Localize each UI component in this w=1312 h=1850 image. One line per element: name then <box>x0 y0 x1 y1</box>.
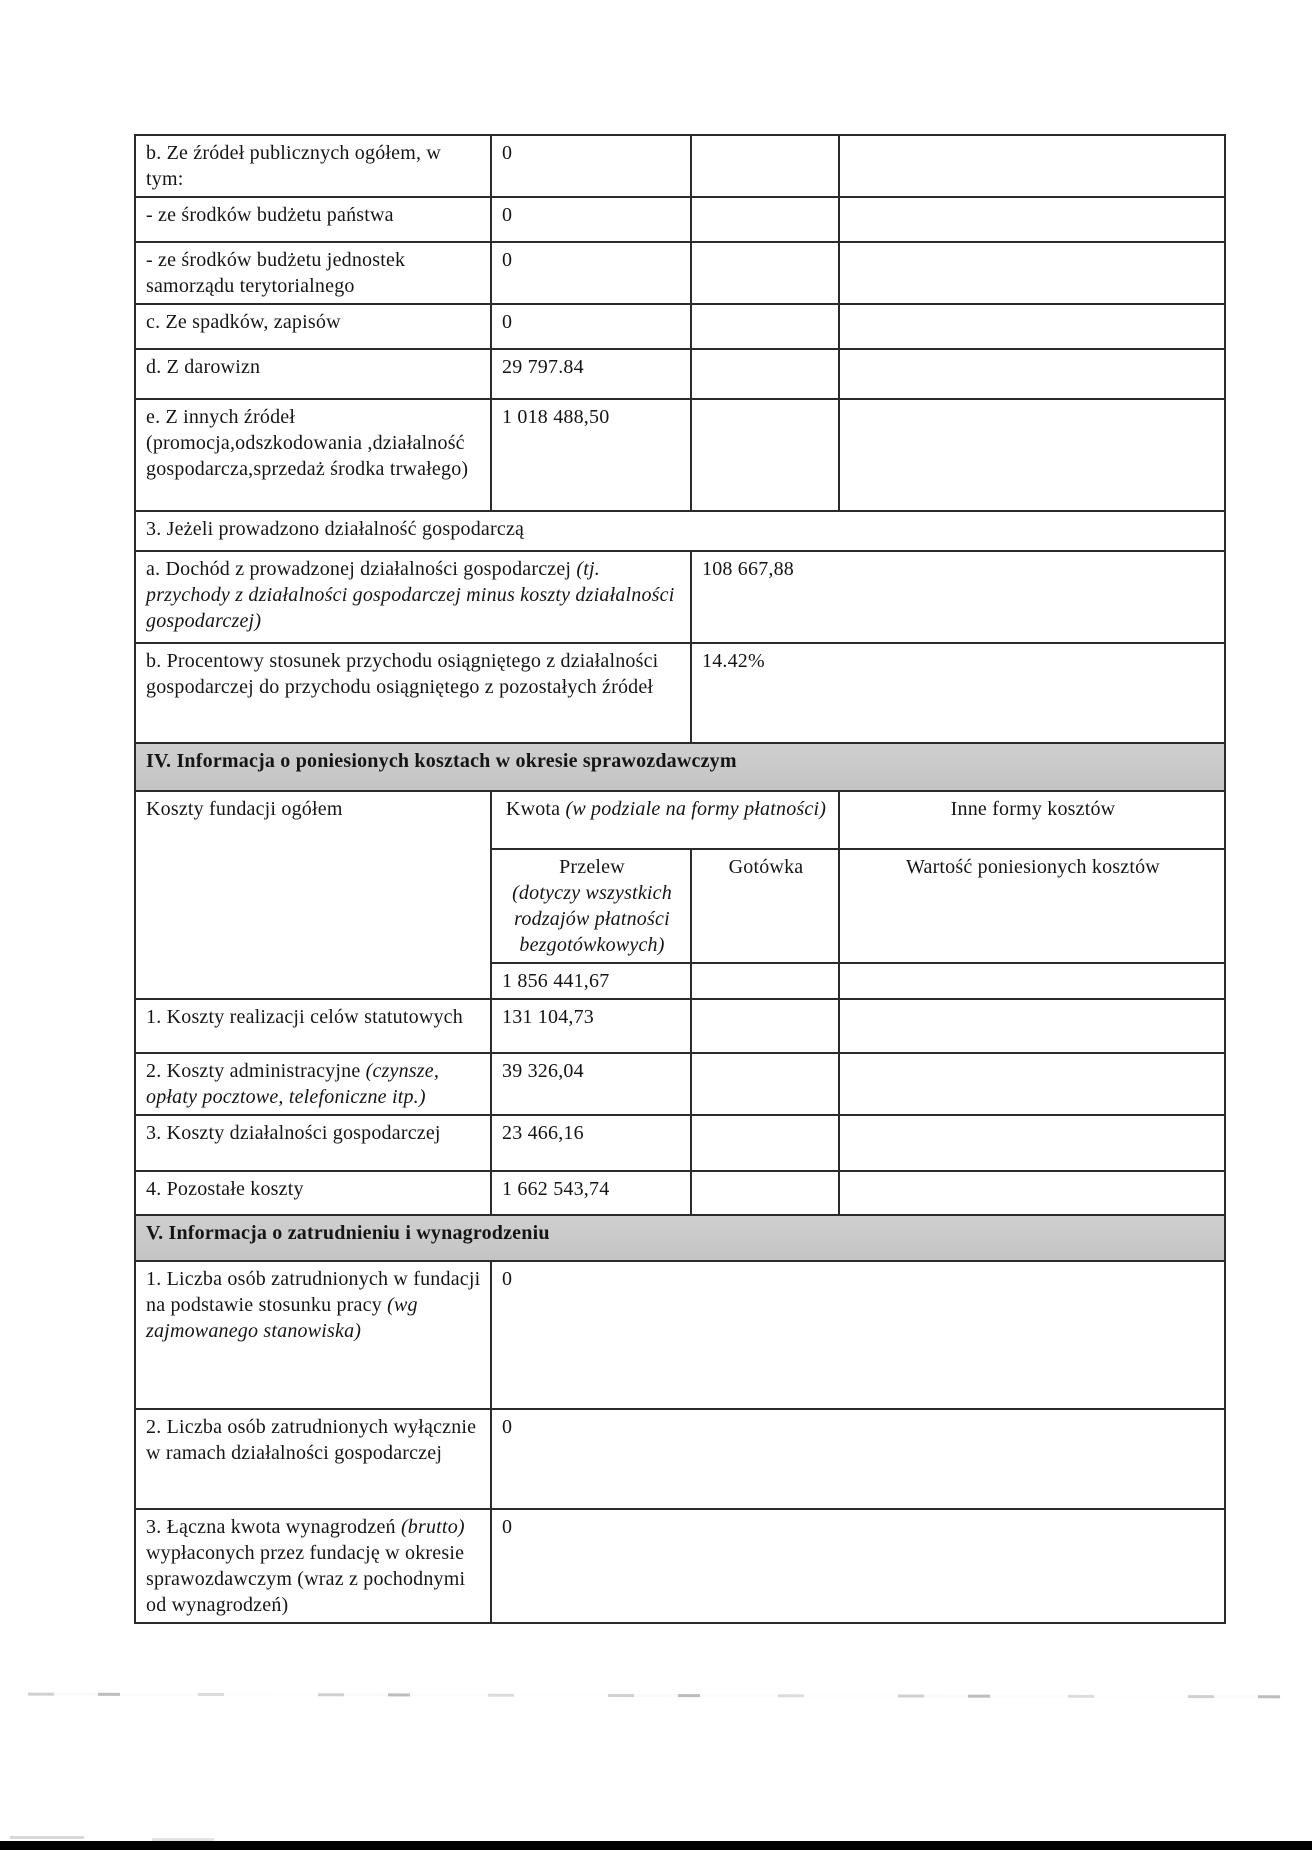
section-v-bar <box>135 1215 1225 1261</box>
row-value: 14.42% <box>691 643 1225 743</box>
row-business-ratio <box>135 643 1225 743</box>
row-label: 1. Liczba osób zatrudnionych w fundacji na podstawie stosunku pracy (wg zajmowanego stanowiska) <box>135 1261 491 1409</box>
iv-inne-formy-header: Inne formy kosztów <box>839 791 1225 849</box>
row-state-budget <box>135 197 1225 242</box>
foundation-report-table <box>134 134 1226 1624</box>
row-label: 1. Koszty realizacji celów statutowych <box>135 999 491 1053</box>
row-other-sources <box>135 399 1225 511</box>
row-value: 39 326,04 <box>491 1053 691 1115</box>
empty-cell <box>839 1171 1225 1215</box>
row-donations <box>135 349 1225 399</box>
row-value: 0 <box>491 197 691 242</box>
v-row-gross-salaries <box>135 1509 1225 1623</box>
iv-przelew-header: Przelew (dotyczy wszystkich rodzajów płatności bezgotówkowych) <box>491 849 691 963</box>
empty-cell <box>691 242 839 304</box>
empty-cell <box>839 242 1225 304</box>
scan-faint-mark <box>10 1836 84 1839</box>
empty-cell <box>691 135 839 197</box>
iv-wartosc-header: Wartość poniesionych kosztów <box>839 849 1225 963</box>
empty-cell <box>691 999 839 1053</box>
section-v-title: V. Informacja o zatrudnieniu i wynagrodzeniu <box>135 1215 1225 1261</box>
row-value: 0 <box>491 242 691 304</box>
empty-cell <box>839 197 1225 242</box>
row-value: 0 <box>491 1409 1225 1509</box>
row-label: 2. Liczba osób zatrudnionych wyłącznie w ramach działalności gospodarczej <box>135 1409 491 1509</box>
section-iv-title: IV. Informacja o poniesionych kosztach w okresie sprawozdawczym <box>135 743 1225 791</box>
scan-smudge-line <box>28 1693 1284 1699</box>
row-value: 108 667,88 <box>691 551 1225 643</box>
row-label: a. Dochód z prowadzonej działalności gospodarczej (tj. przychody z działalności gospodarczej minus koszty działalności gospodarczej) <box>135 551 691 643</box>
row-value: 0 <box>491 1509 1225 1623</box>
row-label: b. Ze źródeł publicznych ogółem, w tym: <box>135 135 491 197</box>
iv-costs-total-label: Koszty fundacji ogółem <box>135 791 491 999</box>
row-value: 131 104,73 <box>491 999 691 1053</box>
row-label: e. Z innych źródeł (promocja,odszkodowania ,działalność gospodarcza,sprzedaż środka trwałego) <box>135 399 491 511</box>
section-iv-bar <box>135 743 1225 791</box>
iv-row-statutory-costs <box>135 999 1225 1053</box>
empty-cell <box>839 135 1225 197</box>
section-row-label: 3. Jeżeli prowadzono działalność gospodarczą <box>135 511 1225 551</box>
row-public-sources <box>135 135 1225 197</box>
row-value: 1 662 543,74 <box>491 1171 691 1215</box>
row-label: b. Procentowy stosunek przychodu osiągniętego z działalności gospodarczej do przychodu osiągniętego z pozostałych źródeł <box>135 643 691 743</box>
row-value: 23 466,16 <box>491 1115 691 1171</box>
empty-cell <box>839 349 1225 399</box>
row-value: 0 <box>491 1261 1225 1409</box>
row-business-activity-section <box>135 511 1225 551</box>
empty-cell <box>691 1115 839 1171</box>
row-value: 29 797.84 <box>491 349 691 399</box>
empty-cell <box>691 1171 839 1215</box>
empty-cell <box>691 349 839 399</box>
row-label: 3. Koszty działalności gospodarczej <box>135 1115 491 1171</box>
row-label: 4. Pozostałe koszty <box>135 1171 491 1215</box>
empty-cell <box>691 399 839 511</box>
row-value: 1 018 488,50 <box>491 399 691 511</box>
empty-cell <box>691 304 839 349</box>
empty-cell <box>839 963 1225 999</box>
empty-cell <box>839 1115 1225 1171</box>
row-value: 0 <box>491 304 691 349</box>
iv-total-przelew-value: 1 856 441,67 <box>491 963 691 999</box>
iv-gotowka-header: Gotówka <box>691 849 839 963</box>
iv-row-business-costs <box>135 1115 1225 1171</box>
row-inheritances <box>135 304 1225 349</box>
row-local-government-budget <box>135 242 1225 304</box>
row-label: - ze środków budżetu państwa <box>135 197 491 242</box>
iv-kwota-header: Kwota (w podziale na formy płatności) <box>491 791 839 849</box>
empty-cell <box>839 999 1225 1053</box>
empty-cell <box>839 1053 1225 1115</box>
row-label: 3. Łączna kwota wynagrodzeń (brutto) wypłaconych przez fundację w okresie sprawozdawczym (wraz z pochodnymi od wynagrodzeń) <box>135 1509 491 1623</box>
empty-cell <box>839 304 1225 349</box>
row-business-income <box>135 551 1225 643</box>
scan-black-edge-bar <box>0 1841 1312 1850</box>
row-label: d. Z darowizn <box>135 349 491 399</box>
empty-cell <box>839 399 1225 511</box>
row-label: 2. Koszty administracyjne (czynsze, opłaty pocztowe, telefoniczne itp.) <box>135 1053 491 1115</box>
iv-row-administrative-costs <box>135 1053 1225 1115</box>
iv-header-row <box>135 791 1225 849</box>
empty-cell <box>691 1053 839 1115</box>
empty-cell <box>691 963 839 999</box>
row-label: - ze środków budżetu jednostek samorządu terytorialnego <box>135 242 491 304</box>
row-value: 0 <box>491 135 691 197</box>
iv-row-other-costs <box>135 1171 1225 1215</box>
row-label: c. Ze spadków, zapisów <box>135 304 491 349</box>
empty-cell <box>691 197 839 242</box>
v-row-employees-total <box>135 1261 1225 1409</box>
v-row-employees-business <box>135 1409 1225 1509</box>
